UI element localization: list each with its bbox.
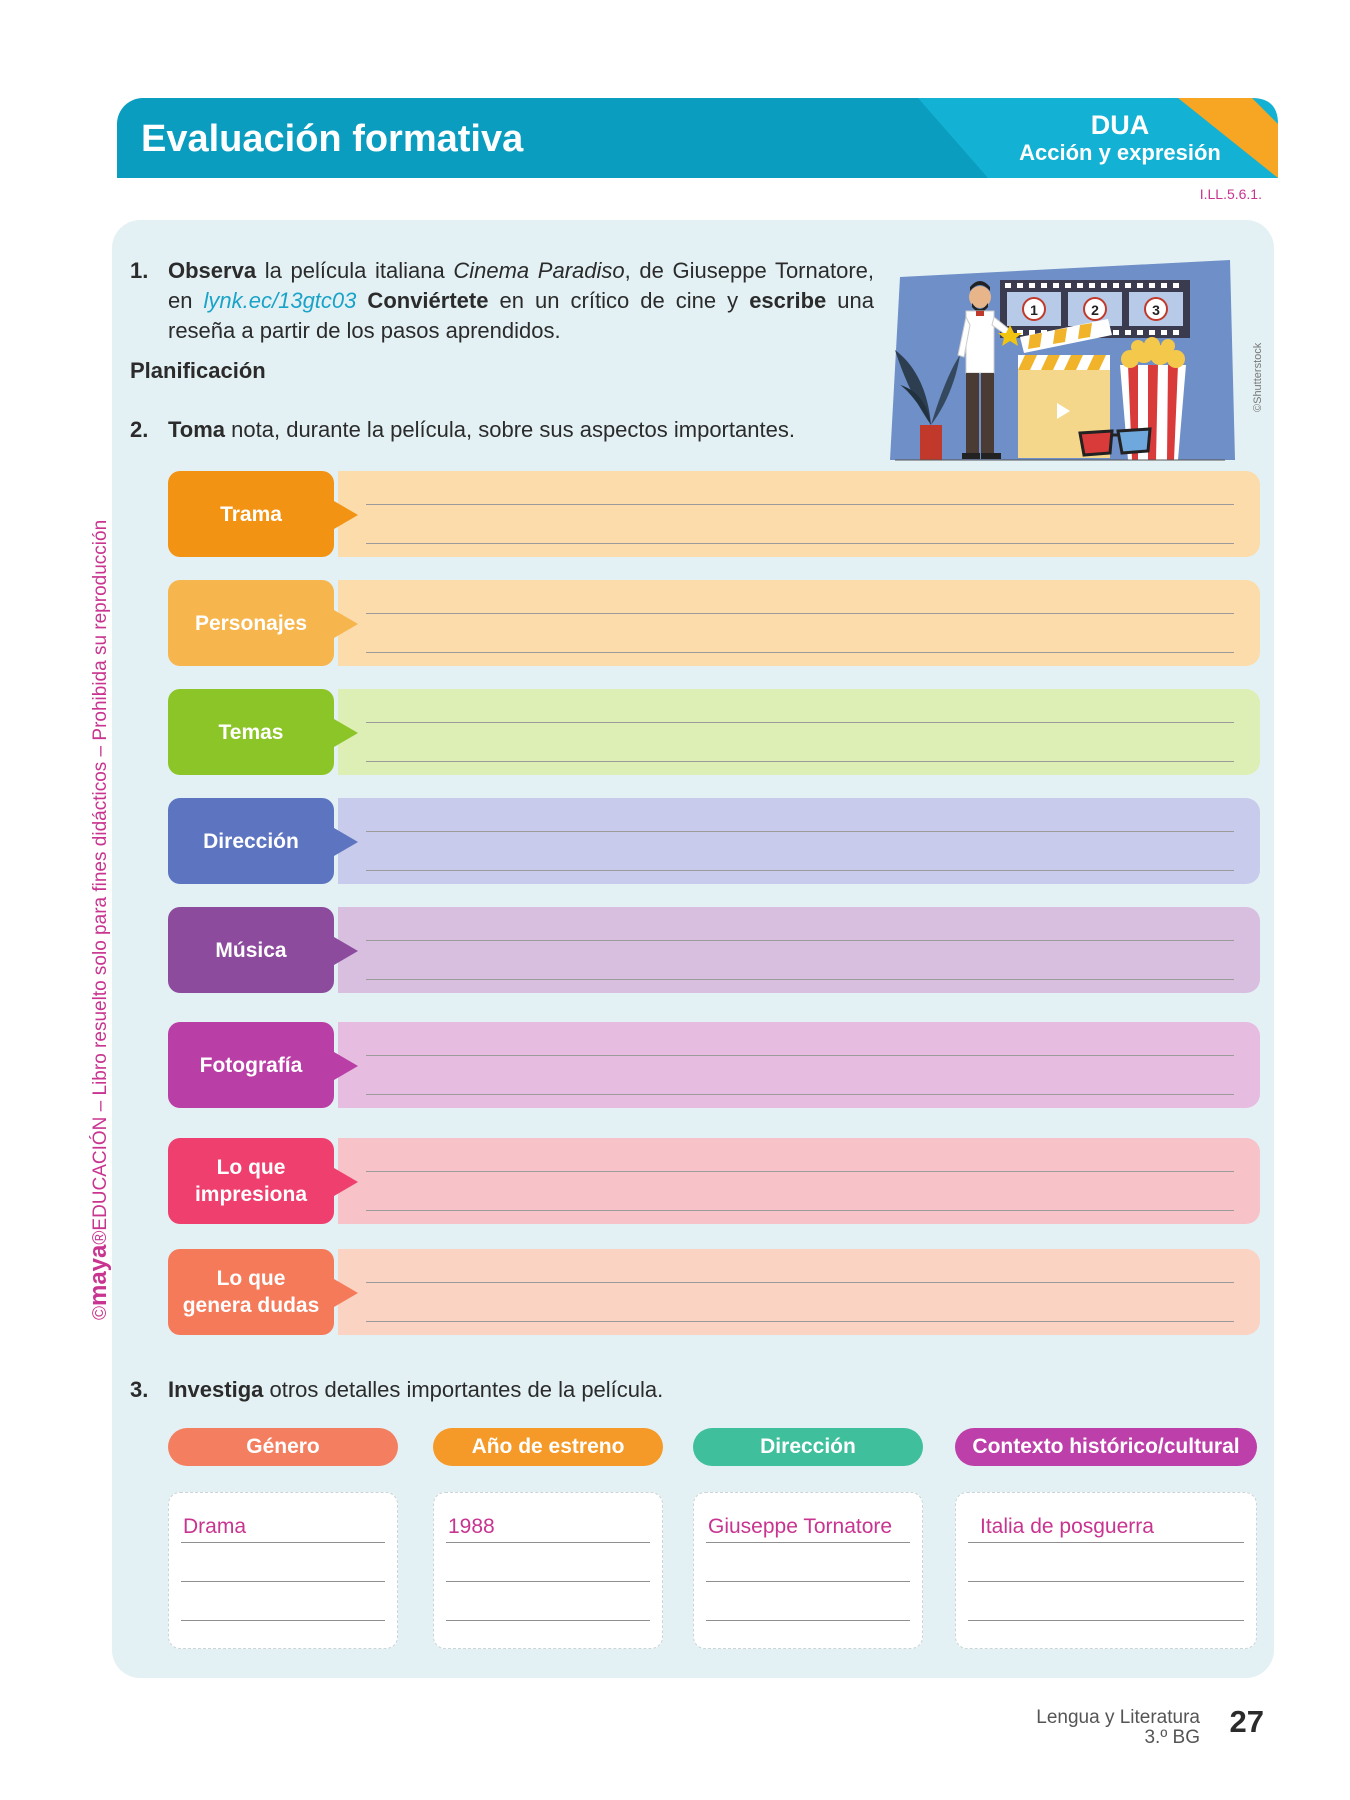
row-label: Trama xyxy=(168,471,334,557)
row-label: Lo que impresiona xyxy=(168,1138,334,1224)
writing-line xyxy=(366,504,1234,505)
note-area[interactable] xyxy=(338,580,1260,666)
writing-line xyxy=(366,940,1234,941)
side-copyright xyxy=(85,520,113,1320)
writing-line xyxy=(706,1542,910,1543)
row-arrow-icon xyxy=(334,1052,358,1080)
writing-line xyxy=(366,979,1234,980)
writing-line xyxy=(366,1171,1234,1172)
note-area[interactable] xyxy=(338,471,1260,557)
subject-name: Lengua y Literatura xyxy=(1036,1707,1200,1728)
note-row-musica xyxy=(168,907,1260,993)
q1-text-b: , de Giuseppe Tornatore, en xyxy=(168,258,875,313)
copyright-text: EDUCACIÓN – Libro resuelto solo para fines didácticos – Prohibida su reproducción xyxy=(90,519,111,1231)
row-arrow-icon xyxy=(334,828,358,856)
writing-line xyxy=(968,1620,1244,1621)
answer-text: Giuseppe Tornatore xyxy=(708,1515,893,1538)
verb-observa: Observa xyxy=(168,258,257,283)
note-row-direccion xyxy=(168,798,1260,884)
film-title: Cinema Paradiso xyxy=(453,258,625,283)
question-3-text: otros detalles importantes de la película. xyxy=(263,1377,664,1402)
frame-number-2: 2 xyxy=(1091,302,1099,318)
writing-line xyxy=(968,1542,1244,1543)
writing-line xyxy=(446,1581,650,1582)
detail-heading-genero: Género xyxy=(168,1428,398,1466)
row-arrow-icon xyxy=(334,1279,358,1307)
note-area[interactable] xyxy=(338,689,1260,775)
note-area[interactable] xyxy=(338,798,1260,884)
registered-symbol: ® xyxy=(90,1230,111,1245)
row-label: Dirección xyxy=(168,798,334,884)
row-arrow-icon xyxy=(334,1168,358,1196)
question-1-text xyxy=(168,256,874,346)
writing-line xyxy=(366,543,1234,544)
image-credit: ©Shutterstock xyxy=(1252,342,1264,412)
verb-investiga: Investiga xyxy=(168,1377,264,1402)
note-row-fotografia xyxy=(168,1022,1260,1108)
row-label: Temas xyxy=(168,689,334,775)
row-arrow-icon xyxy=(334,719,358,747)
note-area[interactable] xyxy=(338,1249,1260,1335)
answer-text: Drama xyxy=(183,1515,247,1538)
answer-box-direccion[interactable] xyxy=(693,1492,923,1649)
frame-number-1: 1 xyxy=(1030,302,1038,318)
verb-conviertete: Conviértete xyxy=(356,288,489,313)
writing-line xyxy=(181,1581,385,1582)
note-area[interactable] xyxy=(338,907,1260,993)
writing-line xyxy=(366,870,1234,871)
writing-line xyxy=(366,722,1234,723)
writing-line xyxy=(366,1094,1234,1095)
row-label: Lo que genera dudas xyxy=(168,1249,334,1335)
section-heading-planificacion: Planificación xyxy=(130,358,266,383)
footer-subject xyxy=(1036,1708,1200,1748)
question-number: 1. xyxy=(130,258,149,283)
page-number: 27 xyxy=(1229,1704,1264,1739)
dua-subtitle: Acción y expresión xyxy=(1019,140,1221,165)
note-row-lo-que-genera-dudas xyxy=(168,1249,1260,1335)
answer-box-ano-estreno[interactable] xyxy=(433,1492,663,1649)
frame-number-3: 3 xyxy=(1152,302,1160,318)
writing-line xyxy=(706,1620,910,1621)
writing-line xyxy=(446,1620,650,1621)
writing-line xyxy=(366,1282,1234,1283)
writing-line xyxy=(366,1210,1234,1211)
writing-line xyxy=(181,1620,385,1621)
writing-line xyxy=(366,652,1234,653)
note-row-personajes xyxy=(168,580,1260,666)
indicator-code: I.LL.5.6.1. xyxy=(1199,186,1262,202)
writing-line xyxy=(366,1321,1234,1322)
row-label: Personajes xyxy=(168,580,334,666)
q1-text-c: en un crítico de cine y xyxy=(488,288,750,313)
writing-line xyxy=(181,1542,385,1543)
brand-logo: maya xyxy=(85,1244,112,1306)
note-row-trama xyxy=(168,471,1260,557)
writing-line xyxy=(366,613,1234,614)
writing-line xyxy=(366,1055,1234,1056)
detail-heading-direccion: Dirección xyxy=(693,1428,923,1466)
verb-toma: Toma xyxy=(168,417,226,442)
page-title: Evaluación formativa xyxy=(141,118,524,160)
writing-line xyxy=(706,1581,910,1582)
verb-escribe: escribe xyxy=(749,288,827,313)
question-2 xyxy=(130,415,795,445)
dua-label xyxy=(1000,110,1240,166)
row-arrow-icon xyxy=(334,501,358,529)
question-2-text: nota, durante la película, sobre sus aspectos importantes. xyxy=(225,417,795,442)
film-link[interactable]: lynk.ec/13gtc03 xyxy=(203,288,357,313)
row-label: Música xyxy=(168,907,334,993)
row-arrow-icon xyxy=(334,937,358,965)
question-3 xyxy=(130,1375,663,1405)
row-arrow-icon xyxy=(334,610,358,638)
dua-title: DUA xyxy=(1090,110,1150,140)
question-number: 3. xyxy=(130,1377,149,1402)
answer-text: 1988 xyxy=(448,1515,495,1538)
note-row-lo-que-impresiona xyxy=(168,1138,1260,1224)
writing-line xyxy=(968,1581,1244,1582)
q1-text-d: una reseña a partir de los pasos aprendidos. xyxy=(168,288,874,343)
note-area[interactable] xyxy=(338,1022,1260,1108)
question-number: 2. xyxy=(130,417,149,442)
answer-box-contexto[interactable] xyxy=(955,1492,1257,1649)
question-1 xyxy=(130,256,875,343)
cinema-illustration xyxy=(880,255,1260,470)
answer-box-genero[interactable] xyxy=(168,1492,398,1649)
detail-heading-ano-estreno: Año de estreno xyxy=(433,1428,663,1466)
writing-line xyxy=(366,761,1234,762)
writing-line xyxy=(366,831,1234,832)
detail-heading-contexto: Contexto histórico/cultural xyxy=(955,1428,1257,1466)
writing-line xyxy=(446,1542,650,1543)
q1-text-a: la película italiana xyxy=(256,258,454,283)
answer-text: Italia de posguerra xyxy=(980,1515,1154,1538)
note-row-temas xyxy=(168,689,1260,775)
grade-level: 3.º BG xyxy=(1144,1727,1200,1748)
note-area[interactable] xyxy=(338,1138,1260,1224)
copyright-symbol: © xyxy=(90,1306,111,1320)
row-label: Fotografía xyxy=(168,1022,334,1108)
